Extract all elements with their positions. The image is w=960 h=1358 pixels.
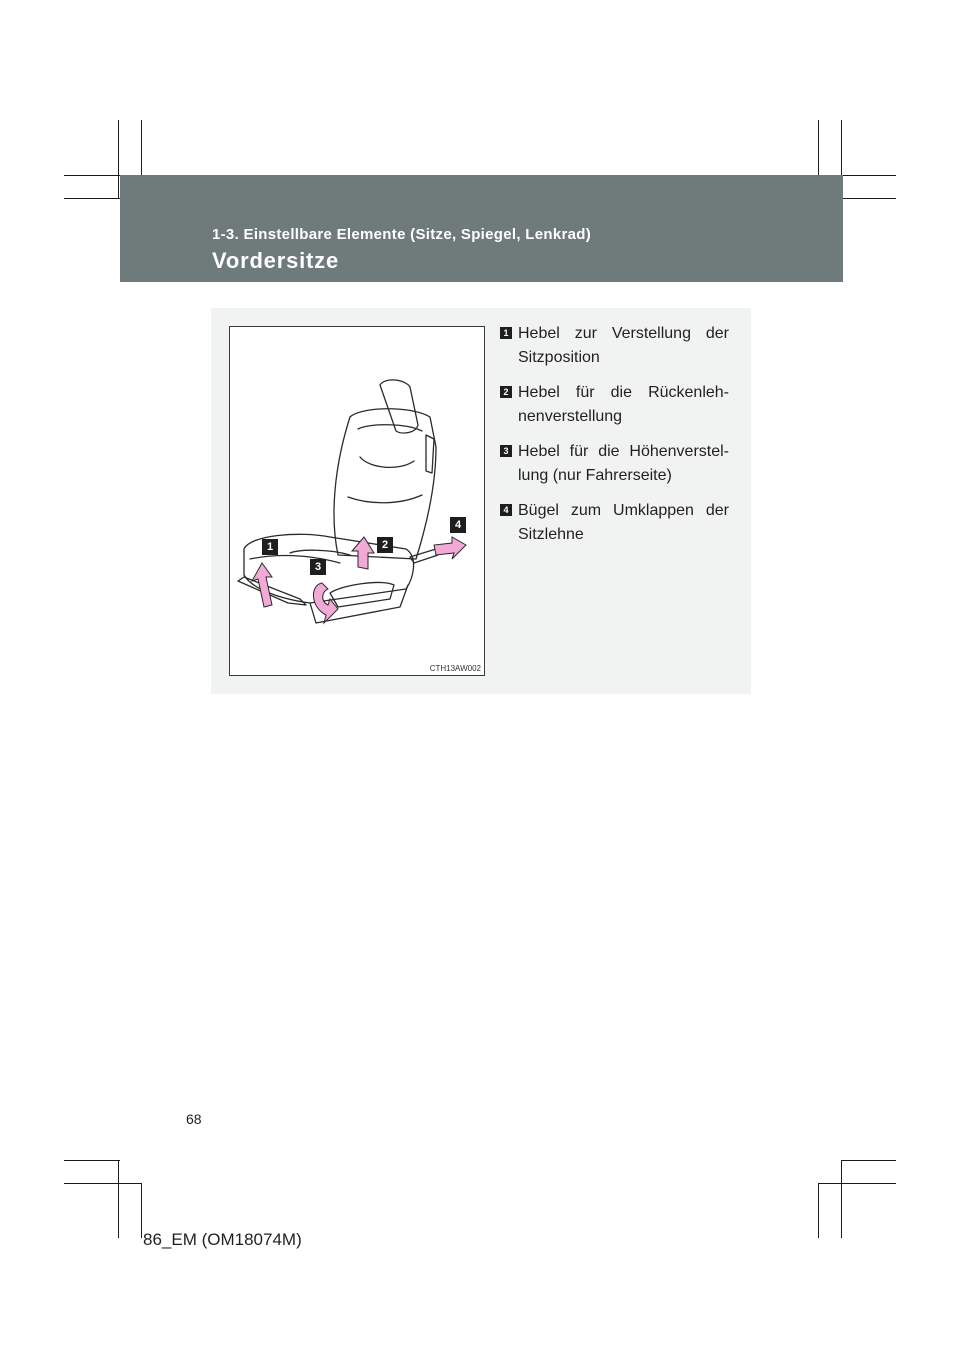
legend-list bbox=[500, 322, 729, 558]
figure-code: CTH13AW002 bbox=[429, 664, 481, 673]
crop-mark bbox=[841, 1160, 842, 1238]
crop-mark bbox=[118, 1160, 119, 1238]
seat-figure bbox=[229, 326, 485, 676]
legend-text bbox=[518, 440, 729, 488]
figure-label-2: 2 bbox=[377, 537, 393, 553]
number-badge: 3 bbox=[500, 445, 512, 457]
crop-mark bbox=[64, 1183, 142, 1184]
legend-line: lung (nur Fahrerseite) bbox=[518, 467, 672, 484]
figure-label-3: 3 bbox=[310, 559, 326, 575]
document-code: 86_EM (OM18074M) bbox=[143, 1230, 302, 1249]
crop-mark bbox=[841, 198, 896, 199]
number-badge: 1 bbox=[500, 327, 512, 339]
page-number: 68 bbox=[186, 1111, 202, 1127]
seat-illustration bbox=[230, 327, 486, 677]
number-badge: 4 bbox=[500, 504, 512, 516]
crop-mark bbox=[64, 198, 120, 199]
legend-line: Hebel für die Rückenleh- bbox=[518, 384, 729, 401]
page-title: Vordersitze bbox=[212, 248, 339, 273]
crop-mark bbox=[141, 1183, 142, 1238]
legend-line: Bügel zum Umklappen der bbox=[518, 502, 729, 519]
figure-label-4: 4 bbox=[450, 517, 466, 533]
section-title: 1-3. Einstellbare Elemente (Sitze, Spiegel, Lenkrad) bbox=[212, 226, 592, 243]
legend-text bbox=[518, 381, 729, 429]
crop-mark bbox=[64, 1160, 120, 1161]
legend-item bbox=[500, 322, 729, 370]
legend-line: Hebel zur Verstellung der bbox=[518, 325, 729, 342]
legend-line: Sitzlehne bbox=[518, 526, 584, 543]
legend-line: Sitzposition bbox=[518, 349, 600, 366]
legend-item bbox=[500, 499, 729, 547]
legend-text bbox=[518, 499, 729, 547]
crop-mark bbox=[818, 1183, 896, 1184]
legend-line: nenverstellung bbox=[518, 408, 623, 425]
crop-mark bbox=[818, 1183, 819, 1238]
legend-item bbox=[500, 381, 729, 429]
crop-mark bbox=[118, 120, 119, 198]
legend-item bbox=[500, 440, 729, 488]
legend-text bbox=[518, 322, 729, 370]
number-badge: 2 bbox=[500, 386, 512, 398]
legend-line: Hebel für die Höhenverstel- bbox=[518, 443, 729, 460]
figure-label-1: 1 bbox=[262, 539, 278, 555]
crop-mark bbox=[841, 1160, 896, 1161]
